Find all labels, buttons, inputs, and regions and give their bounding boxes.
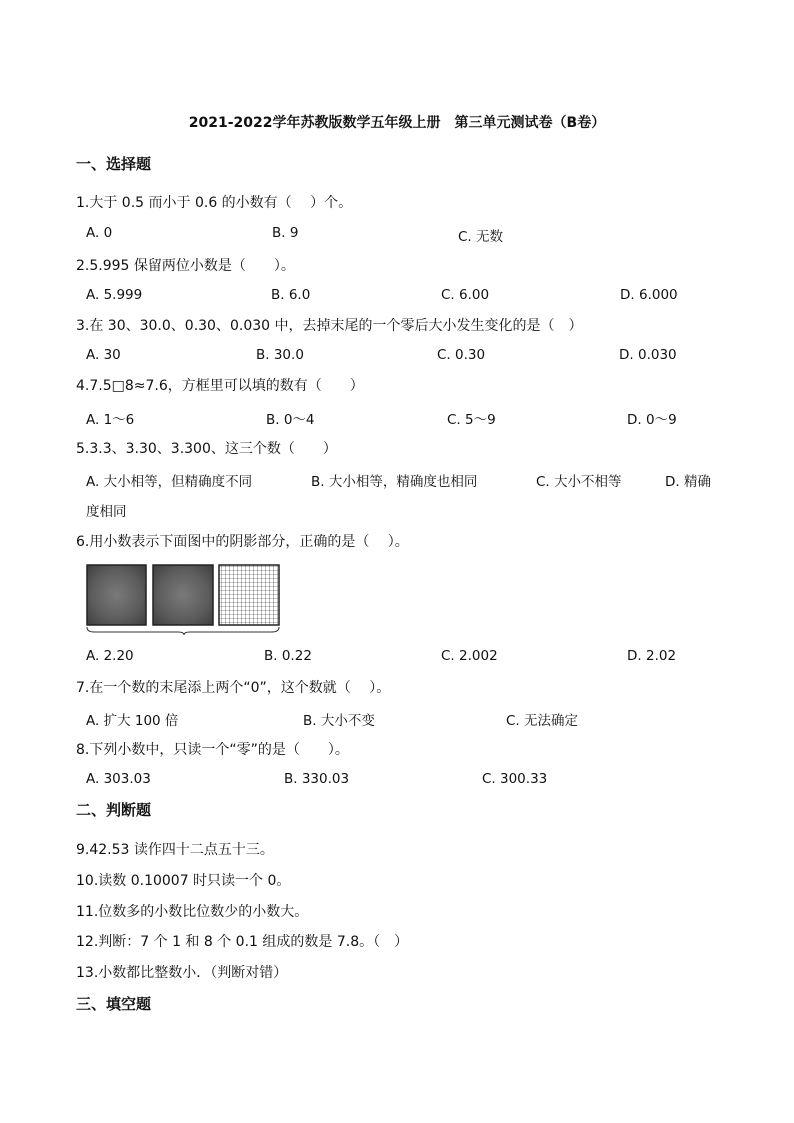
q8-option-b: B. 330.03 bbox=[284, 771, 350, 787]
q4-option-d: D. 0～9 bbox=[627, 412, 677, 428]
q2-option-d: D. 6.000 bbox=[620, 287, 678, 303]
section-heading-choice: 一、选择题 bbox=[76, 155, 152, 173]
question-12: 12.判断：7 个 1 和 8 个 0.1 组成的数是 7.8。（ ） bbox=[76, 934, 409, 950]
question-1: 1.大于 0.5 而小于 0.6 的小数有（ ）个。 bbox=[76, 195, 353, 211]
question-10: 10.读数 0.10007 时只读一个 0。 bbox=[76, 873, 291, 889]
q8-option-a: A. 303.03 bbox=[86, 771, 151, 787]
decimal-grid-figure bbox=[86, 563, 282, 635]
shaded-square-1 bbox=[87, 565, 146, 625]
q5-option-d: D. 精确 bbox=[665, 474, 711, 490]
q3-option-d: D. 0.030 bbox=[619, 347, 677, 363]
question-6: 6.用小数表示下面图中的阴影部分，正确的是（ ）。 bbox=[76, 534, 409, 550]
shaded-square-2 bbox=[153, 565, 213, 625]
q7-option-b: B. 大小不变 bbox=[303, 713, 375, 729]
q4-option-b: B. 0～4 bbox=[266, 412, 315, 428]
section-heading-judge: 二、判断题 bbox=[76, 801, 152, 819]
question-9: 9.42.53 读作四十二点五十三。 bbox=[76, 842, 274, 858]
question-7: 7.在一个数的末尾添上两个“0”，这个数就（ ）。 bbox=[76, 680, 391, 696]
q1-option-b: B. 9 bbox=[272, 225, 299, 241]
q4-option-c: C. 5～9 bbox=[447, 412, 496, 428]
page-title: 2021-2022学年苏教版数学五年级上册 第三单元测试卷（B卷） bbox=[188, 115, 606, 131]
q6-option-a: A. 2.20 bbox=[86, 648, 134, 664]
q4-option-a: A. 1～6 bbox=[86, 412, 135, 428]
q3-option-a: A. 30 bbox=[86, 347, 121, 363]
q5-option-a: A. 大小相等，但精确度不同 bbox=[86, 474, 253, 490]
q6-option-d: D. 2.02 bbox=[627, 648, 677, 664]
q6-option-b: B. 0.22 bbox=[264, 648, 312, 664]
q2-option-a: A. 5.999 bbox=[86, 287, 143, 303]
q8-option-c: C. 300.33 bbox=[482, 771, 548, 787]
q6-option-c: C. 2.002 bbox=[441, 648, 498, 664]
q5-option-d-continuation: 度相同 bbox=[86, 504, 127, 520]
question-13: 13.小数都比整数小．（判断对错） bbox=[76, 965, 288, 981]
q5-option-b: B. 大小相等，精确度也相同 bbox=[311, 474, 478, 490]
q1-option-a: A. 0 bbox=[86, 225, 113, 241]
q1-option-c: C. 无数 bbox=[458, 229, 504, 245]
question-2: 2.5.995 保留两位小数是（ ）。 bbox=[76, 258, 295, 274]
q7-option-c: C. 无法确定 bbox=[506, 713, 579, 729]
question-3: 3.在 30、30.0、0.30、0.030 中，去掉末尾的一个零后大小发生变化的是（ ） bbox=[76, 318, 583, 334]
q2-option-c: C. 6.00 bbox=[441, 287, 490, 303]
q2-option-b: B. 6.0 bbox=[271, 287, 311, 303]
question-11: 11.位数多的小数比位数少的小数大。 bbox=[76, 904, 309, 920]
question-4: 4.7.5□8≈7.6，方框里可以填的数有（ ） bbox=[76, 378, 364, 394]
q7-option-a: A. 扩大 100 倍 bbox=[86, 713, 179, 729]
brace bbox=[87, 627, 279, 635]
q3-option-c: C. 0.30 bbox=[437, 347, 486, 363]
grid-square bbox=[219, 565, 279, 625]
question-8: 8.下列小数中，只读一个“零”的是（ ）。 bbox=[76, 742, 349, 758]
q3-option-b: B. 30.0 bbox=[256, 347, 304, 363]
question-5: 5.3.3、3.30、3.300、这三个数（ ） bbox=[76, 441, 337, 457]
section-heading-fill: 三、填空题 bbox=[76, 995, 152, 1013]
q5-option-c: C. 大小不相等 bbox=[536, 474, 622, 490]
